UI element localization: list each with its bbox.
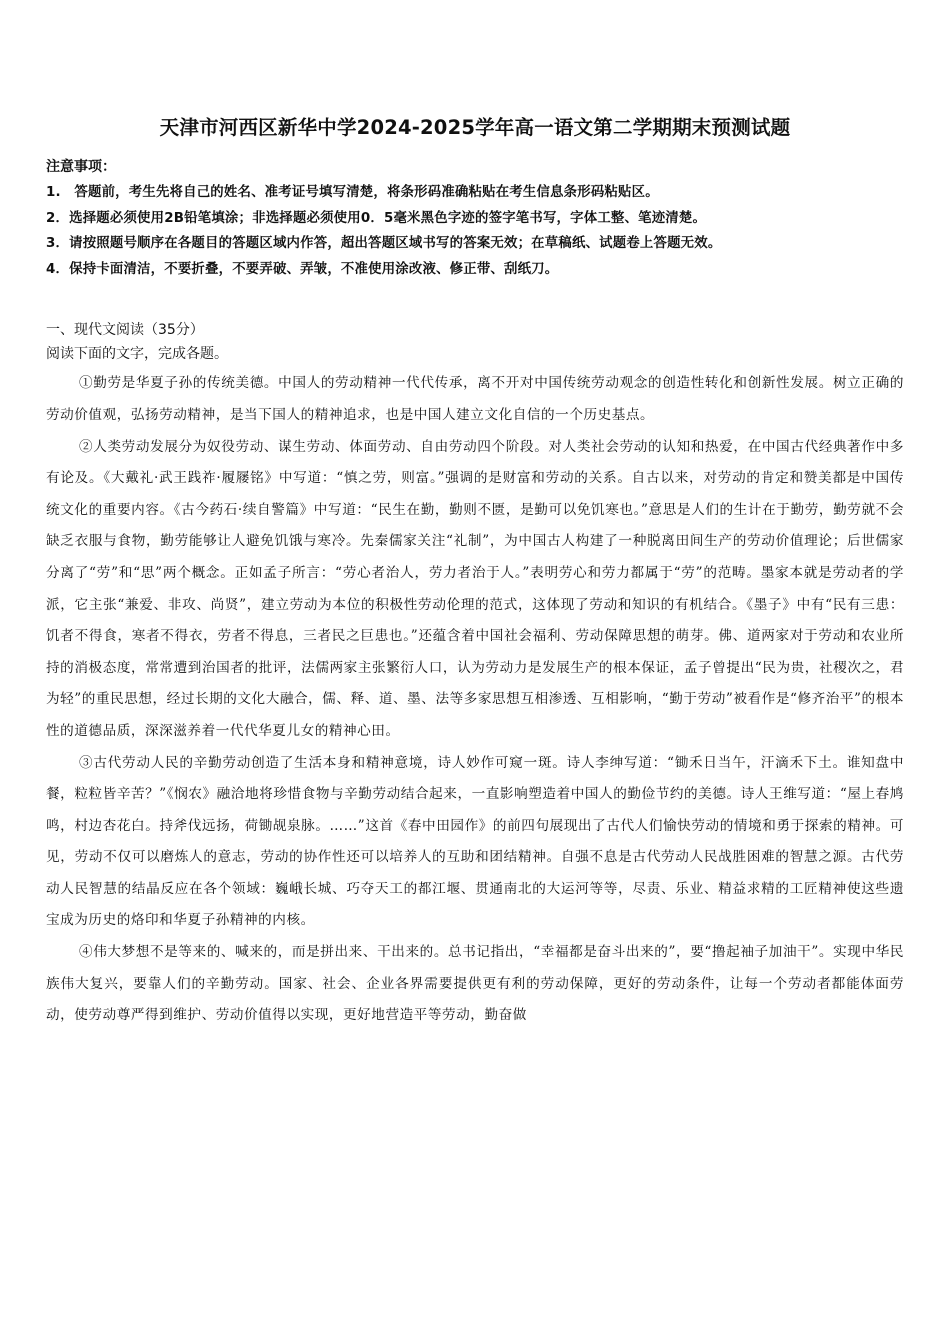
reading-section [46,318,904,1031]
notice-heading: 注意事项： [46,159,116,175]
notice-block [46,154,904,282]
section-instruction: 阅读下面的文字，完成各题。 [46,346,228,363]
document-title: 天津市河西区新华中学2024-2025学年高一语文第二学期期末预测试题 [159,116,791,139]
paragraph-1: ①勤劳是华夏子孙的传统美德。中国人的劳动精神一代代传承，离不开对中国传统劳动观念的创造性转化和创新性发展。树立正确的劳动价值观，弘扬劳动精神，是当下国人的精神追求，也是中国人建立文化自信的一个历史基点。 [46,375,904,423]
section-heading: 一、现代文阅读（35分） [46,322,204,339]
paragraph-3: ③古代劳动人民的辛勤劳动创造了生活本身和精神意境，诗人妙作可窥一斑。诗人李绅写道：“锄禾日当午，汗滴禾下土。谁知盘中餐，粒粒皆辛苦？”《悯农》融洽地将珍惜食物与辛勤劳动结合起来，一直影响塑造着中国人的勤俭节约的美德。诗人王维写道：“屋上春鸠鸣，村边杏花白。持斧伐远扬，荷锄觇泉脉。……”这首《春中田园作》的前四句展现出了古代人们愉快劳动的情境和勇于探索的精神。可见，劳动不仅可以磨炼人的意志，劳动的协作性还可以培养人的互助和团结精神。自强不息是古代劳动人民战胜困难的智慧之源。古代劳动人民智慧的结晶反应在各个领域：巍峨长城、巧夺天工的都江堰、贯通南北的大运河等等，尽责、乐业、精益求精的工匠精神使这些遗宝成为历史的烙印和华夏子孙精神的内核。 [46,754,904,929]
paragraph-4: ④伟大梦想不是等来的、喊来的，而是拼出来、干出来的。总书记指出，“幸福都是奋斗出来的”，要“撸起袖子加油干”。实现中华民族伟大复兴，要靠人们的辛勤劳动。国家、社会、企业各界需要提供更有利的劳动保障，更好的劳动条件，让每一个劳动者都能体面劳动，使劳动尊严得到维护、劳动价值得以实现，更好地营造平等劳动，勤奋做 [46,944,904,1024]
notice-item-1: 1. 答题前，考生先将自己的姓名、准考证号填写清楚，将条形码准确粘贴在考生信息条形码粘贴区。 [46,185,659,200]
paragraph-2: ②人类劳动发展分为奴役劳动、谋生劳动、体面劳动、自由劳动四个阶段。对人类社会劳动的认知和热爱，在中国古代经典著作中多有论及。《大戴礼·武王践祚·履屦铭》中写道：“慎之劳，则富。”强调的是财富和劳动的关系。自古以来，对劳动的肯定和赞美都是中国传统文化的重要内容。《古今药石·续自警篇》中写道：“民生在勤，勤则不匮，是勤可以免饥寒也。”意思是人们的生计在于勤劳，勤劳就不会缺乏衣服与食物，勤劳能够让人避免饥饿与寒冷。先秦儒家关注“礼制”，为中国古人构建了一种脱离田间生产的劳动价值理论；后世儒家分离了“劳”和“思”两个概念。正如孟子所言：“劳心者治人，劳力者治于人。”表明劳心和劳力都属于“劳”的范畴。墨家本就是劳动者的学派，它主张“兼爱、非攻、尚贤”，建立劳动为本位的积极性劳动伦理的范式，这体现了劳动和知识的有机结合。《墨子》中有“民有三患：饥者不得食，寒者不得衣，劳者不得息，三者民之巨患也。”还蕴含着中国社会福利、劳动保障思想的萌芽。佛、道两家对于劳动和农业所持的消极态度，常常遭到治国者的批评，法儒两家主张繁衍人口，认为劳动力是发展生产的根本保证，孟子曾提出“民为贵，社稷次之，君为轻”的重民思想，经过长期的文化大融合，儒、释、道、墨、法等多家思想互相渗透、互相影响，“勤于劳动”被看作是“修齐治平”的根本性的道德品质，深深滋养着一代代华夏儿女的精神心田。 [46,438,904,739]
notice-item-4: 4．保持卡面清洁，不要折叠，不要弄破、弄皱，不准使用涂改液、修正带、刮纸刀。 [46,261,559,277]
notice-item-3: 3．请按照题号顺序在各题目的答题区域内作答，超出答题区域书写的答案无效；在草稿纸、试题卷上答题无效。 [46,236,722,252]
notice-list [46,180,904,282]
notice-item-2: 2．选择题必须使用2B铅笔填涂；非选择题必须使用0．5毫米黑色字迹的签字笔书写，字体工整、笔迹清楚。 [46,210,707,226]
